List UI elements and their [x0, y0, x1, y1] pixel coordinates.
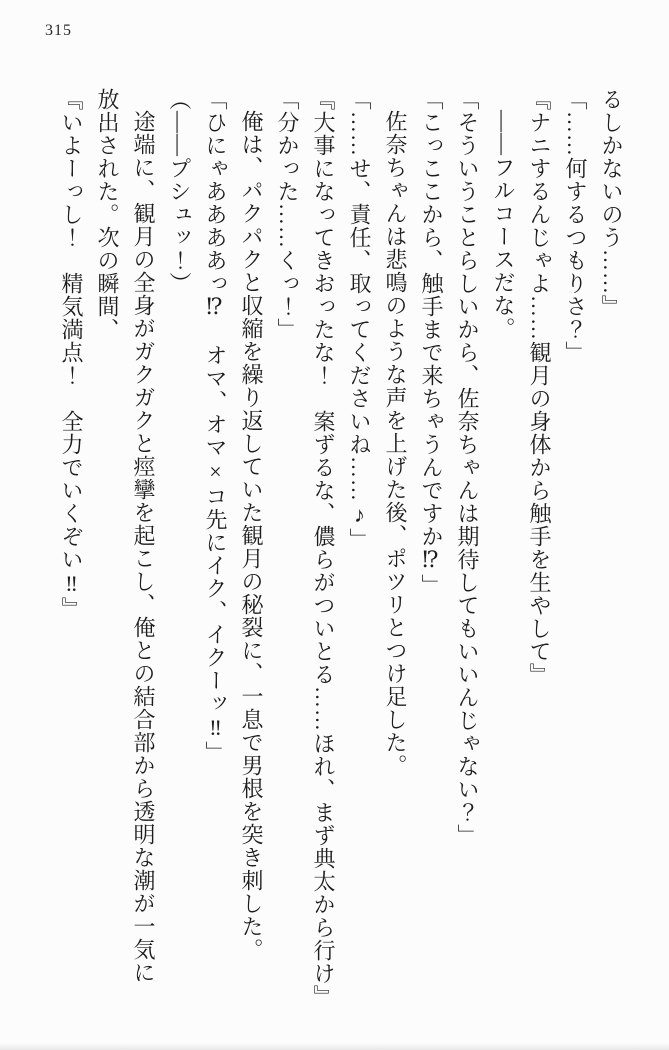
paragraph: 『いよーっし！ 精気満点！ 全力でいくぞい‼』: [59, 88, 84, 620]
paragraph: 「分かった……くっ！」: [275, 88, 300, 341]
paragraph: 「そういうことらしいから、佐奈ちゃんは期待してもいいんじゃない？」: [455, 88, 480, 847]
paragraph: 「ひにゃああああっ⁉ オマ、オマ×コ先にイク、イクーッ‼」: [203, 88, 228, 764]
paragraph: 『ナニするんじゃよ……観月の身体から触手を生やして』: [527, 88, 552, 686]
paragraph: るしかないのう……』: [599, 88, 624, 318]
paragraph: 「……何するつもりさ？」: [563, 88, 588, 364]
paragraph: （——プシュッ！）: [167, 88, 192, 295]
page-bottom-edge: [0, 1043, 669, 1050]
paragraph: 「こっここから、触手まで来ちゃうんですか⁉」: [419, 88, 444, 597]
paragraph: 佐奈ちゃんは悲鳴のような声を上げた後、ポツリとつけ足した。: [383, 110, 408, 777]
paragraph: 俺は、パクパクと収縮を繰り返していた観月の秘裂に、一息で男根を突き刺した。: [239, 110, 264, 961]
paragraph: 「……せ、責任、取ってくださいね……♪」: [347, 88, 372, 551]
page-number: 315: [45, 22, 72, 39]
paragraph: ——フルコースだな。: [491, 110, 516, 340]
text-area: [44, 88, 629, 1008]
paragraph: 途端に、観月の全身がガクガクと痙攣を起こし、俺との結合部から透明な潮が一気に放出された。次の瞬間、: [95, 88, 156, 984]
paragraph: 『大事になってきおったな！ 案ずるな、儂らがついとる……ほれ、まず典太から行け』: [311, 88, 336, 1008]
